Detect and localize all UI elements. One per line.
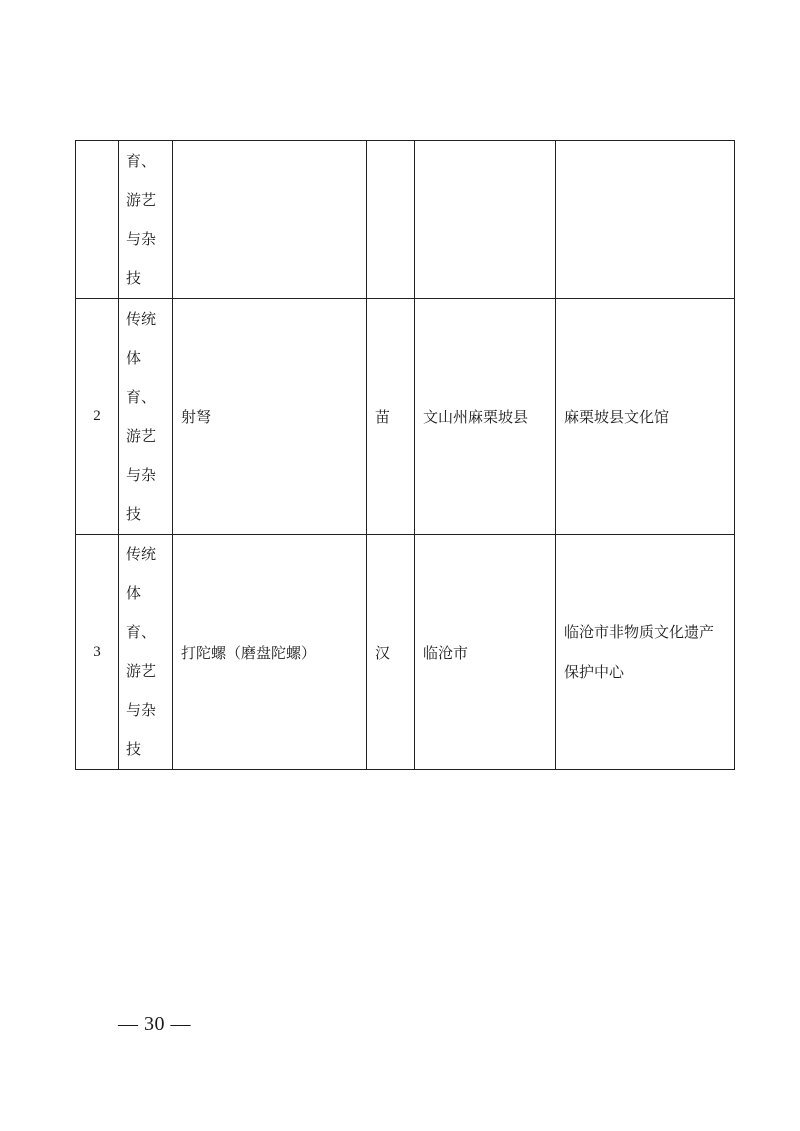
category-line: 育、 xyxy=(126,623,157,641)
unit-cell xyxy=(556,535,735,770)
ethnicity-cell: 汉 xyxy=(367,535,415,770)
table-row xyxy=(76,535,735,770)
category-line: 游艺 xyxy=(126,190,157,209)
project-cell: 打陀螺（磨盘陀螺） xyxy=(173,535,367,770)
category-line: 与杂 xyxy=(126,701,157,719)
unit-cell xyxy=(556,141,735,299)
unit-line: 麻栗坡县文化馆 xyxy=(564,407,670,426)
unit-line: 临沧市非物质文化遗产 xyxy=(564,623,715,641)
category-line: 游艺 xyxy=(126,426,157,445)
category-line: 育、 xyxy=(126,387,157,406)
category-line: 与杂 xyxy=(126,465,157,484)
region-cell: 临沧市 xyxy=(415,535,556,770)
category-line: 技 xyxy=(126,268,142,287)
row-number: 3 xyxy=(76,535,119,770)
category-line: 与杂 xyxy=(126,229,157,248)
category-cell xyxy=(119,141,173,299)
unit-line: 保护中心 xyxy=(564,663,625,681)
row-number xyxy=(76,141,119,299)
region-cell xyxy=(415,141,556,299)
category-line: 体 xyxy=(126,348,142,367)
project-cell xyxy=(173,141,367,299)
row-number: 2 xyxy=(76,299,119,535)
ethnicity-cell: 苗 xyxy=(367,299,415,535)
category-cell xyxy=(119,535,173,770)
category-line: 育、 xyxy=(126,151,157,170)
category-line: 游艺 xyxy=(126,662,157,680)
table-row xyxy=(76,299,735,535)
category-line: 技 xyxy=(126,504,142,523)
unit-cell xyxy=(556,299,735,535)
category-cell xyxy=(119,299,173,535)
heritage-table xyxy=(75,140,735,770)
ethnicity-cell xyxy=(367,141,415,299)
table-row xyxy=(76,141,735,299)
category-line: 传统 xyxy=(126,309,157,328)
project-cell: 射弩 xyxy=(173,299,367,535)
region-cell: 文山州麻栗坡县 xyxy=(415,299,556,535)
page-number: — 30 — xyxy=(118,1013,191,1035)
category-line: 传统 xyxy=(126,545,157,563)
category-line: 技 xyxy=(126,740,142,758)
category-line: 体 xyxy=(126,584,142,602)
